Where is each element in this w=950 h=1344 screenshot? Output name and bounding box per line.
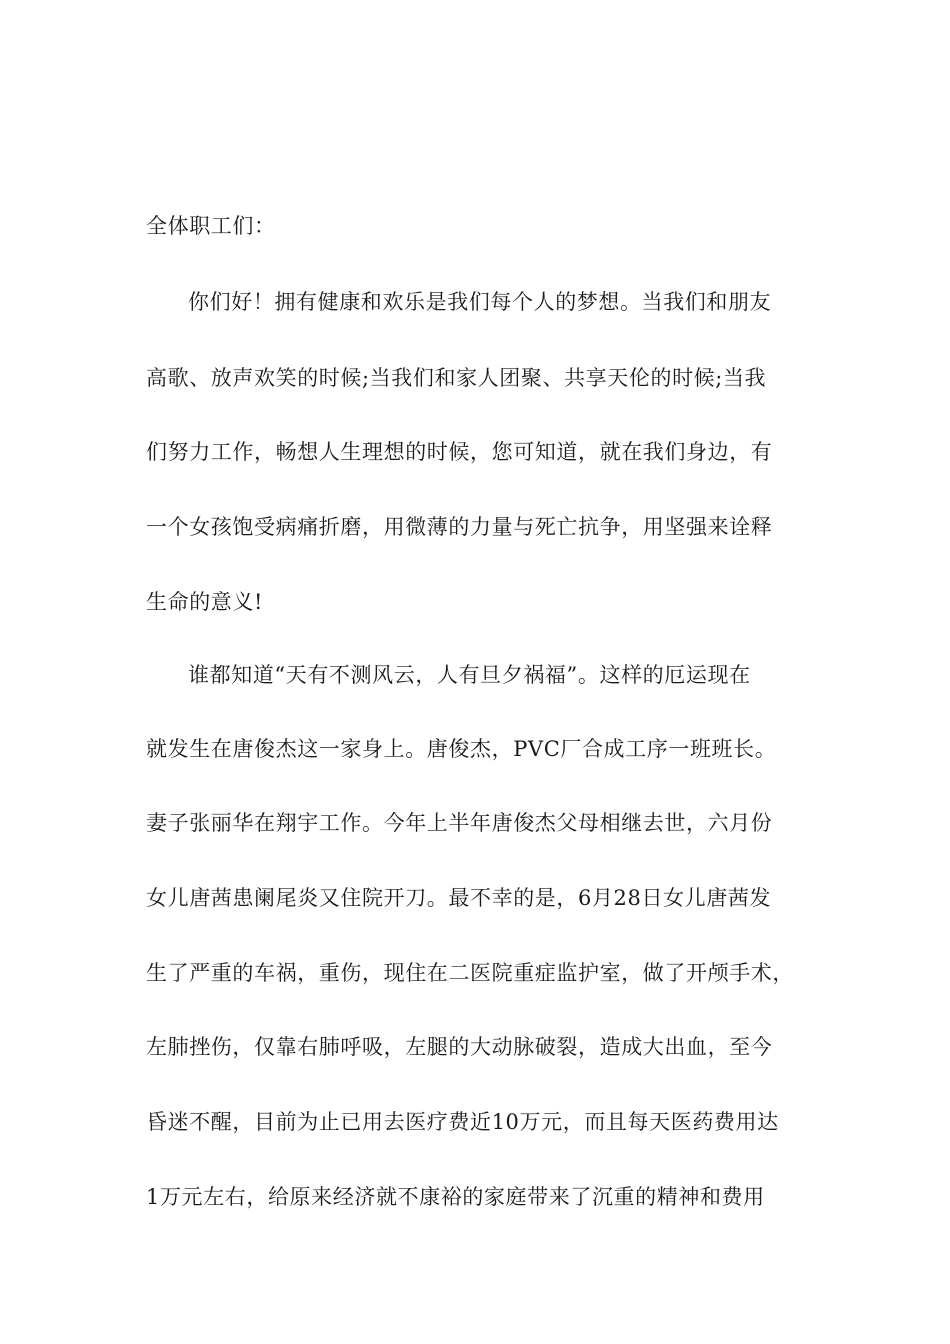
paragraph-line: 左肺挫伤，仅靠右肺呼吸，左腿的大动脉破裂，造成大出血，至今	[146, 1035, 773, 1059]
paragraph-line: 一个女孩饱受病痛折磨，用微薄的力量与死亡抗争，用坚强来诠释	[146, 515, 773, 539]
paragraph-line: 高歌、放声欢笑的时候;当我们和家人团聚、共享天伦的时候;当我	[146, 366, 767, 390]
paragraph-line: 你们好！拥有健康和欢乐是我们每个人的梦想。当我们和朋友	[188, 290, 772, 314]
paragraph-line: 们努力工作，畅想人生理想的时候，您可知道，就在我们身边，有	[146, 440, 773, 464]
paragraph-line: 生命的意义!	[146, 590, 264, 614]
paragraph-line: 1万元左右，给原来经济就不康裕的家庭带来了沉重的精神和费用	[146, 1185, 765, 1209]
paragraph-line: 妻子张丽华在翔宇工作。今年上半年唐俊杰父母相继去世，六月份	[146, 811, 773, 835]
paragraph-line: 生了严重的车祸，重伤，现住在二医院重症监护室，做了开颅手术，	[146, 961, 794, 985]
salutation: 全体职工们：	[146, 214, 276, 238]
paragraph-line: 谁都知道“天有不测风云，人有旦夕祸福”。这样的厄运现在	[188, 663, 751, 687]
paragraph-line: 就发生在唐俊杰这一家身上。唐俊杰，PVC厂合成工序一班班长。	[146, 737, 777, 761]
paragraph-line: 女儿唐茜患阑尾炎又住院开刀。最不幸的是，6月28日女儿唐茜发	[146, 886, 772, 910]
paragraph-line: 昏迷不醒，目前为止已用去医疗费近10万元，而且每天医药费用达	[146, 1110, 779, 1134]
